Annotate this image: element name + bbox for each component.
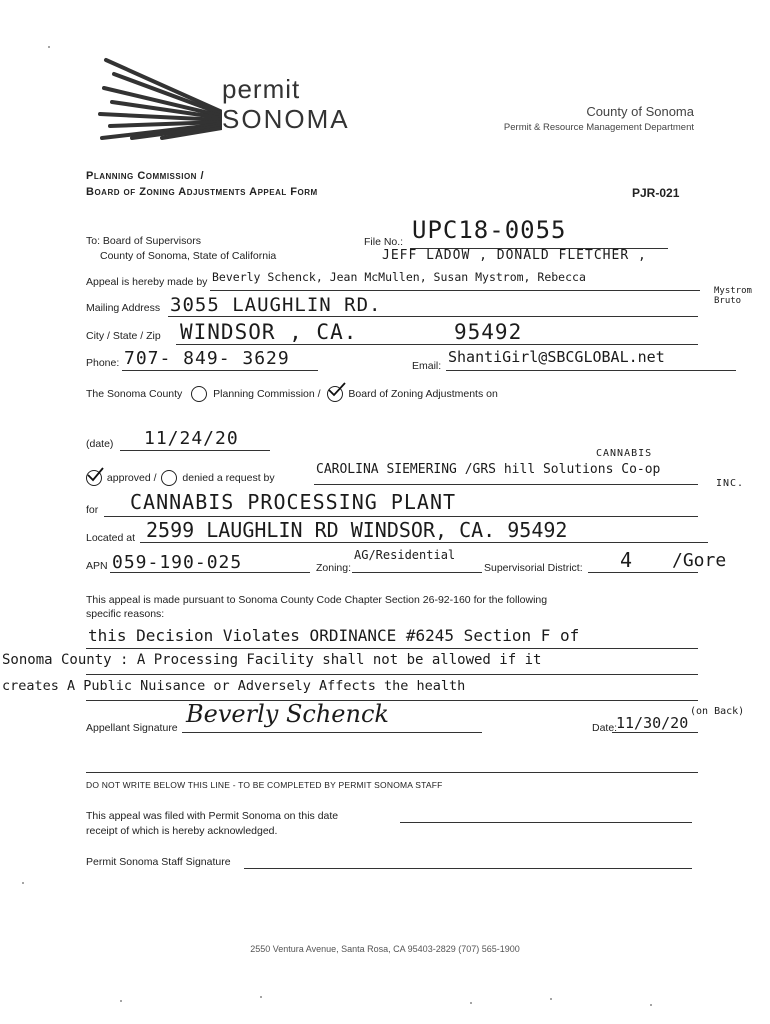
for-label: for <box>86 504 99 516</box>
district-label: Supervisorial District: <box>484 562 583 574</box>
scan-speck <box>22 882 24 884</box>
email-value: ShantiGirl@SBCGLOBAL.net <box>448 348 665 366</box>
scan-speck <box>470 1002 472 1004</box>
approved-label: approved / <box>106 471 157 484</box>
staff-sig-line <box>244 868 692 869</box>
bza-label: Board of Zoning Adjustments on <box>348 387 498 400</box>
approval-row <box>86 470 275 486</box>
form-title-line1: Planning Commission / <box>86 170 205 182</box>
signature-line <box>182 732 482 733</box>
scan-speck <box>260 996 262 998</box>
apn-line <box>110 572 310 573</box>
sunburst-logo-icon <box>92 52 222 140</box>
logo-word-sonoma: SONOMA <box>222 104 350 134</box>
scan-speck <box>48 46 50 48</box>
file-no-value: UPC18-0055 <box>412 216 567 244</box>
reason-line-3: creates A Public Nuisance or Adversely Affects the health <box>2 678 466 694</box>
planning-commission-label: Planning Commission / <box>213 387 321 400</box>
county-text-a: The Sonoma County <box>86 387 183 400</box>
filed-text-1: This appeal was filed with Permit Sonoma on this date <box>86 810 339 822</box>
email-label: Email: <box>412 360 442 372</box>
date-label: (date) <box>86 438 114 450</box>
staff-header: DO NOT WRITE BELOW THIS LINE - TO BE COMPLETED BY PERMIT SONOMA STAFF <box>86 780 443 790</box>
logo <box>92 52 352 140</box>
logo-word-permit: permit <box>222 74 301 104</box>
county-body-text <box>86 386 498 402</box>
zoning-line <box>352 572 482 573</box>
county-name: County of Sonoma <box>586 104 694 119</box>
check-mark-icon <box>326 382 346 398</box>
zoning-label: Zoning: <box>316 562 352 574</box>
check-mark-icon <box>86 467 104 483</box>
located-label: Located at <box>86 532 136 544</box>
scan-speck <box>650 1004 652 1006</box>
apn-value: 059-190-025 <box>112 552 243 573</box>
sig-date-label: Date: <box>592 722 618 734</box>
to-label: To: Board of Supervisors <box>86 235 201 247</box>
file-no-label: File No.: <box>364 236 404 248</box>
mailing-label: Mailing Address <box>86 302 161 314</box>
reason-underline-3 <box>86 700 698 701</box>
for-value: CANNABIS PROCESSING PLANT <box>130 490 457 514</box>
appellants-extra: JEFF LADOW , DONALD FLETCHER , <box>382 248 647 263</box>
city-line <box>176 344 698 345</box>
located-line <box>140 542 708 543</box>
reasons-label-2: specific reasons: <box>86 608 165 620</box>
signature-value: Beverly Schenck <box>186 700 389 728</box>
to-sub: County of Sonoma, State of California <box>100 250 277 262</box>
filed-text-2: receipt of which is hereby acknowledged. <box>86 825 278 837</box>
phone-line <box>122 370 318 371</box>
mailing-line <box>168 316 698 317</box>
district-note: /Gore <box>672 550 727 571</box>
appeal-value: Beverly Schenck, Jean McMullen, Susan Mystrom, Rebecca <box>212 270 586 284</box>
mailing-value: 3055 LAUGHLIN RD. <box>170 294 382 316</box>
request-inc: INC. <box>716 478 745 489</box>
reason-line-1: this Decision Violates ORDINANCE #6245 Section F of <box>88 626 580 645</box>
appeal-label: Appeal is hereby made by <box>86 276 208 288</box>
staff-sig-label: Permit Sonoma Staff Signature <box>86 856 231 868</box>
appeal-margin-note: Mystrom Bruto <box>714 286 752 306</box>
zoning-value: AG/Residential <box>354 548 456 562</box>
date-line <box>120 450 270 451</box>
form-code: PJR-021 <box>632 186 680 200</box>
denied-label: denied a request by <box>182 471 275 484</box>
reason-underline-2 <box>86 674 698 675</box>
apn-label: APN <box>86 560 108 572</box>
approved-radio[interactable] <box>86 470 102 486</box>
email-line <box>446 370 736 371</box>
footer-address: 2550 Ventura Avenue, Santa Rosa, CA 95403-2829 (707) 565-1900 <box>250 944 520 954</box>
zip-value: 95492 <box>454 320 523 344</box>
scan-speck <box>120 1000 122 1002</box>
district-value: 4 <box>620 548 634 572</box>
sig-date-line <box>612 732 698 733</box>
denied-radio[interactable] <box>161 470 177 486</box>
bza-radio[interactable] <box>327 386 343 402</box>
phone-value: 707- 849- 3629 <box>124 348 290 369</box>
filed-date-line <box>400 822 692 823</box>
department-name: Permit & Resource Management Department <box>503 122 694 133</box>
reasons-label-1: This appeal is made pursuant to Sonoma County Code Chapter Section 26-92-160 for the following <box>86 594 548 606</box>
sig-note: (on Back) <box>690 706 745 717</box>
staff-divider <box>86 772 698 773</box>
signature-label: Appellant Signature <box>86 722 178 734</box>
reason-line-2: Sonoma County : A Processing Facility shall not be allowed if it <box>2 652 542 668</box>
phone-label: Phone: <box>86 357 120 369</box>
sig-date-value: 11/30/20 <box>616 714 689 732</box>
request-note: CANNABIS <box>596 448 653 459</box>
planning-commission-radio[interactable] <box>191 386 207 402</box>
for-line <box>104 516 698 517</box>
request-by-value: CAROLINA SIEMERING /GRS hill Solutions Co-op <box>316 462 661 477</box>
date-value: 11/24/20 <box>144 428 239 449</box>
district-line <box>588 572 698 573</box>
appeal-line <box>210 290 700 291</box>
city-value: WINDSOR , CA. <box>180 320 358 344</box>
scan-speck <box>550 998 552 1000</box>
reason-underline-1 <box>86 648 698 649</box>
located-value: 2599 LAUGHLIN RD WINDSOR, CA. 95492 <box>146 518 568 542</box>
form-title-line2: Board of Zoning Adjustments Appeal Form <box>86 186 318 198</box>
city-label: City / State / Zip <box>86 330 161 342</box>
request-line <box>314 484 698 485</box>
